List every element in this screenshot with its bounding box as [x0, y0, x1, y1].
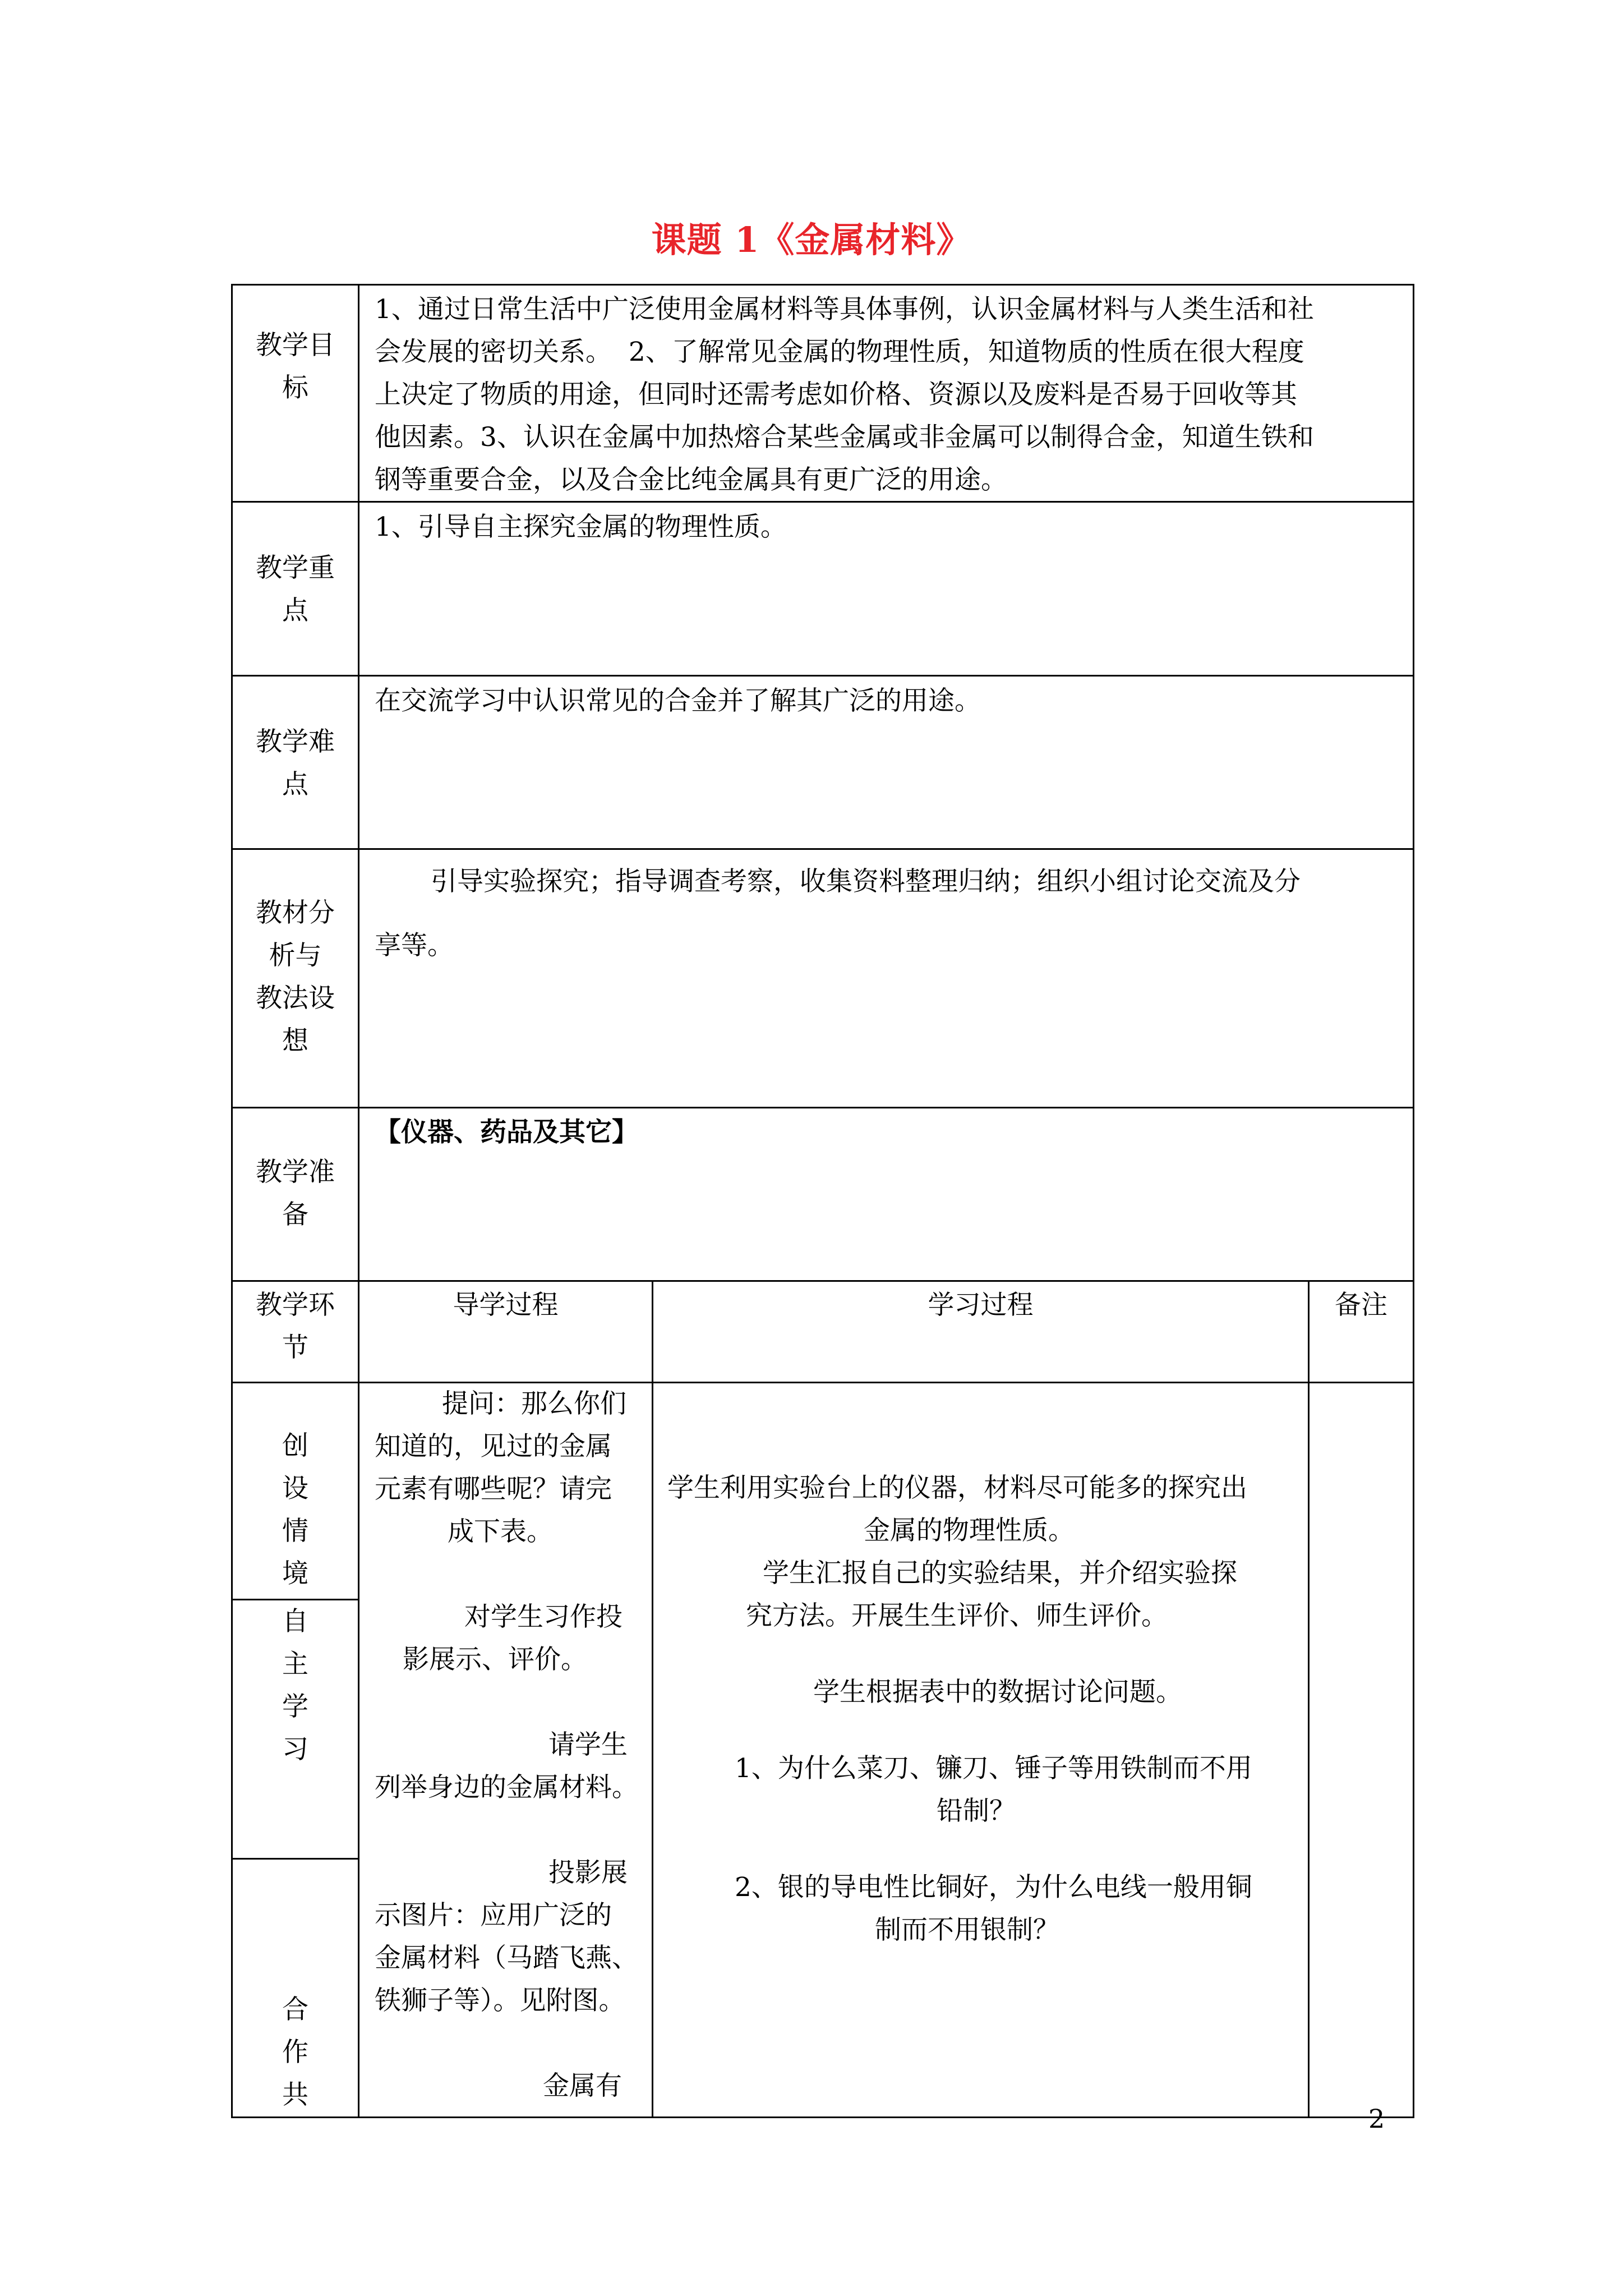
difficult-points-text: 在交流学习中认识常见的合金并了解其广泛的用途。 — [375, 685, 981, 716]
goals-label: 教学目 标 — [256, 330, 335, 403]
method-text: 引导实验探究；指导调查考察，收集资料整理归纳；组织小组讨论交流及分 享等。 — [375, 866, 1301, 961]
stage-self-study: 自 主 学 习 — [282, 1606, 308, 1765]
header-guide: 导学过程 — [453, 1290, 559, 1320]
learning-process-text: 学生利用实验台上的仪器，材料尽可能多的探究出 金属的物理性质。 学生汇报自己的实验结果，并介绍实验探 究方法。开展生生评价、师生评价。 学生根据表中的数据讨论问题。 1、为什么菜刀、镰刀、锤子等用铁制而不用 铅制？ 2、银的导电性比铜好，为什么电线一般用铜 制而不用银制？ — [667, 1473, 1252, 1945]
stage-cooperation: 合 作 共 — [282, 1994, 308, 2110]
method-label: 教材分 析与 教法设 想 — [256, 898, 335, 1056]
key-points-text: 1、引导自主探究金属的物理性质。 — [375, 512, 787, 542]
preparation-text: 【仪器、药品及其它】 — [375, 1117, 638, 1148]
preparation-label: 教学准 备 — [256, 1157, 335, 1230]
stage-create-scene: 创 设 情 境 — [282, 1430, 308, 1589]
guide-process-text: 提问：那么你们 知道的，见过的金属 元素有哪些呢？请完 成下表。 对学生习作投 影展示、评价。 请学生 列举身边的金属材料。 投影展 示图片：应用广泛的 金属材料（马踏飞燕、 铁狮子等）。见附图。 金属有 — [375, 1388, 638, 2101]
header-note: 备注 — [1335, 1290, 1387, 1320]
page-title: 课题 1《金属材料》 — [651, 219, 972, 260]
key-points-label: 教学重 点 — [256, 553, 335, 626]
page-number: 2 — [1368, 2104, 1385, 2134]
difficult-points-label: 教学难 点 — [256, 726, 335, 800]
goals-text: 1、通过日常生活中广泛使用金属材料等具体事例，认识金属材料与人类生活和社 会发展的密切关系。 2、了解常见金属的物理性质，知道物质的性质在很大程度 上决定了物质的用途，但同时还需考虑如价格、资源以及废料是否易于回收等其 他因素。3、认识在金属中加热熔合某些金属或非金属可以制得合金，知道生铁和 钢等重要合金，以及合金比纯金属具有更广泛的用途。 — [375, 294, 1314, 495]
header-stage: 教学环 节 — [256, 1290, 335, 1363]
header-learn: 学习过程 — [928, 1290, 1034, 1320]
